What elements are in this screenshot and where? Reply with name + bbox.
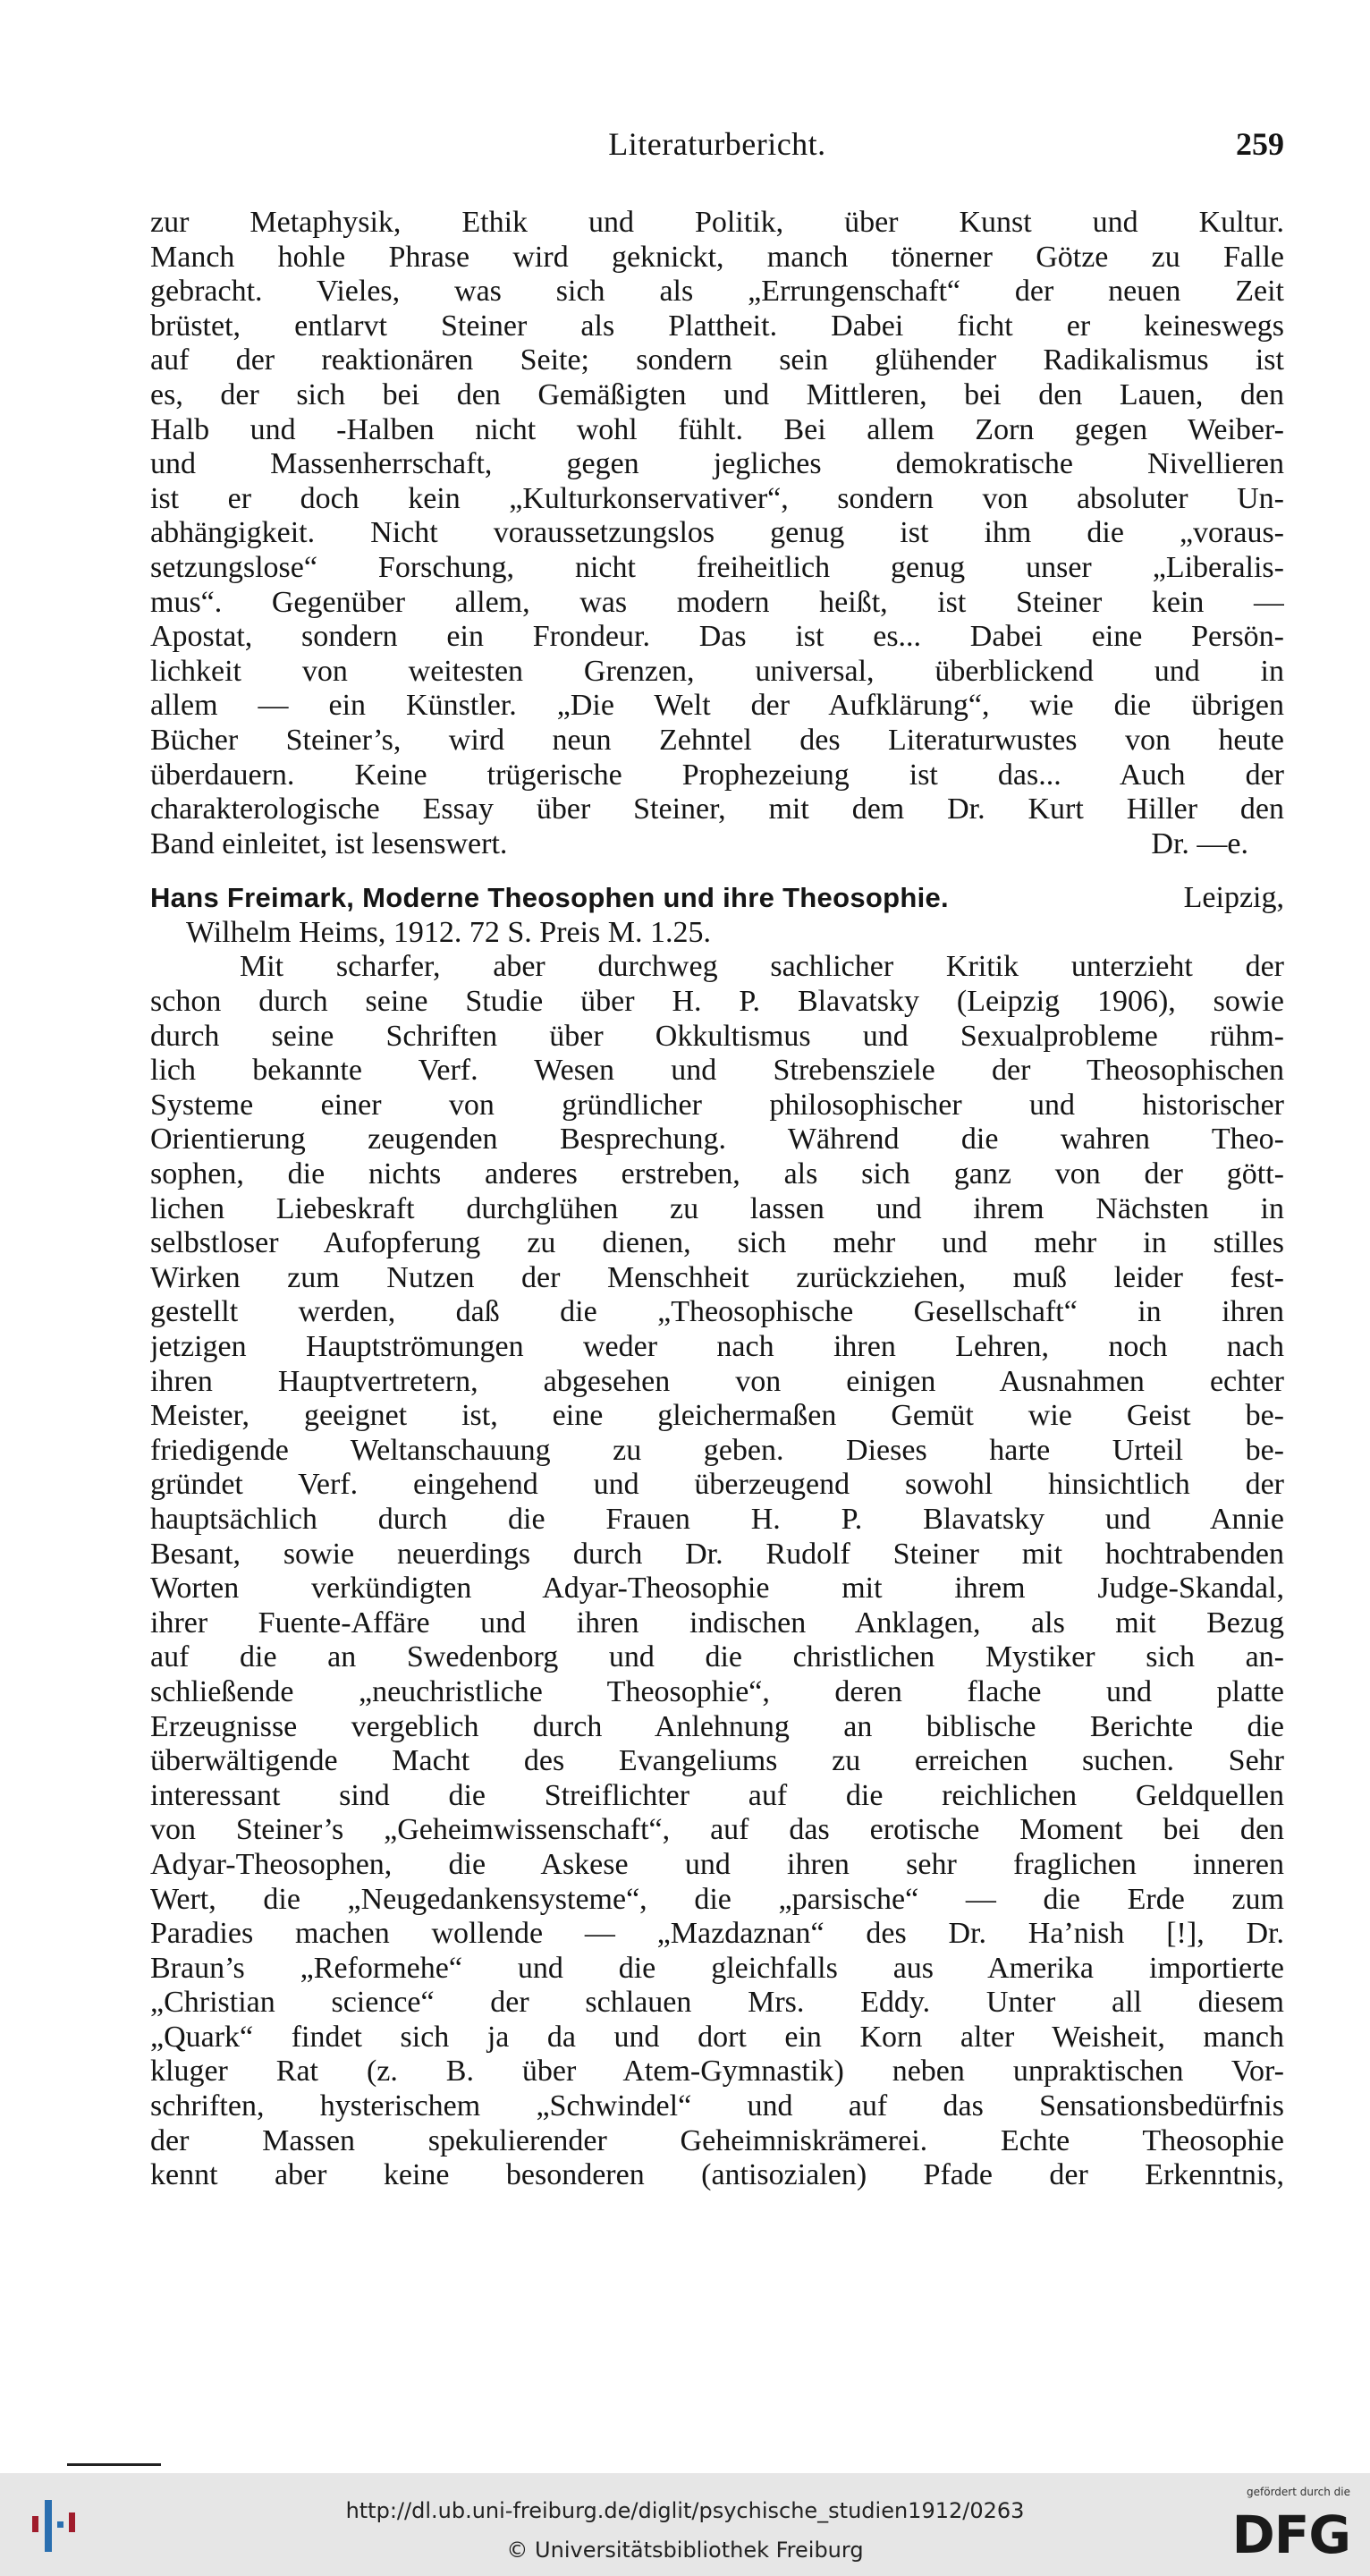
review-2	[150, 881, 1284, 2193]
review-place: Leipzig,	[1183, 881, 1284, 915]
running-title: Literaturbericht.	[608, 126, 826, 162]
review-heading	[150, 881, 1284, 916]
text-line: hauptsächlich durch die Frauen H. P. Blavatsky und Annie	[150, 1502, 1284, 1536]
text-line: und Massenherrschaft, gegen jegliches demokratische Nivellieren	[150, 447, 1284, 481]
text-line: interessant sind die Streiflichter auf die reichlichen Geldquellen	[150, 1778, 1284, 1812]
text-line: überwältigende Macht des Evangeliums zu erreichen suchen. Sehr	[150, 1744, 1284, 1778]
text-line: der Massen spekulierender Geheimniskrämerei. Echte Theosophie	[150, 2123, 1284, 2157]
text-line: lichen Liebeskraft durchglühen zu lassen und ihrem Nächsten in	[150, 1191, 1284, 1225]
text-line: ist er doch kein „Kulturkonservativer“, sondern von absoluter Un-	[150, 481, 1284, 515]
text-line: mus“. Gegenüber allem, was modern heißt, ist Steiner kein —	[150, 585, 1284, 619]
text-line: Apostat, sondern ein Frondeur. Das ist es... Dabei eine Persön-	[150, 620, 1284, 654]
text-line: Braun’s „Reformehe“ und die gleichfalls aus Amerika importierte	[150, 1951, 1284, 1985]
closing-text: Band einleitet, ist lesenswert.	[150, 826, 508, 860]
text-line: lichkeit von weitesten Grenzen, universal, überblickend und in	[150, 654, 1284, 688]
text-line: Wert, die „Neugedankensysteme“, die „parsische“ — die Erde zum	[150, 1882, 1284, 1916]
text-line: ihren Hauptvertretern, abgesehen von einigen Ausnahmen echter	[150, 1364, 1284, 1398]
text-line: Worten verkündigten Adyar-Theosophie mit ihrem Judge-Skandal,	[150, 1572, 1284, 1606]
text-line: Systeme einer von gründlicher philosophischer und historischer	[150, 1088, 1284, 1122]
text-line: auf die an Swedenborg und die christlichen Mystiker sich an-	[150, 1640, 1284, 1674]
text-line: Adyar-Theosophen, die Askese und ihren sehr fraglichen inneren	[150, 1847, 1284, 1881]
text-line: Besant, sowie neuerdings durch Dr. Rudolf Steiner mit hochtrabenden	[150, 1537, 1284, 1571]
text-line: charakterologische Essay über Steiner, mit dem Dr. Kurt Hiller den	[150, 792, 1284, 826]
page-number: 259	[1236, 126, 1284, 162]
footnote-rule	[67, 2463, 161, 2466]
text-line: kluger Rat (z. B. über Atem-Gymnastik) neben unpraktischen Vor-	[150, 2055, 1284, 2089]
publication-info: Wilhelm Heims, 1912. 72 S. Preis M. 1.25.	[186, 915, 712, 949]
funding-note: gefördert durch die	[1247, 2486, 1350, 2498]
text-line: gebracht. Vieles, was sich als „Errungenschaft“ der neuen Zeit	[150, 275, 1284, 309]
text-line: sophen, die nichts anderes erstreben, als sich ganz von der gött-	[150, 1157, 1284, 1191]
text-line: gründet Verf. eingehend und überzeugend sowohl hinsichtlich der	[150, 1468, 1284, 1502]
text-line: zur Metaphysik, Ethik und Politik, über Kunst und Kultur.	[150, 206, 1284, 239]
text-line: setzungslose“ Forschung, nicht freiheitlich genug unser „Liberalis-	[150, 550, 1284, 584]
text-line: jetzigen Hauptströmungen weder nach ihren Lehren, noch nach	[150, 1330, 1284, 1363]
reviewer-signature: Dr. —e.	[1151, 826, 1248, 860]
closing-line	[150, 827, 1284, 862]
text-line: überdauern. Keine trügerische Prophezeiung ist das... Auch der	[150, 758, 1284, 792]
text-line: Halb und -Halben nicht wohl fühlt. Bei allem Zorn gegen Weiber-	[150, 412, 1284, 446]
text-line: selbstloser Aufopferung zu dienen, sich mehr und mehr in stilles	[150, 1226, 1284, 1260]
review-1	[150, 206, 1284, 861]
dfg-logo: DFG	[1231, 2504, 1350, 2565]
digitization-footer	[0, 2473, 1370, 2576]
text-line: ihrer Fuente-Affäre und ihren indischen Anklagen, als mit Bezug	[150, 1606, 1284, 1640]
text-line: Bücher Steiner’s, wird neun Zehntel des Literaturwustes von heute	[150, 723, 1284, 757]
text-line: Paradies machen wollende — „Mazdaznan“ des Dr. Ha’nish [!], Dr.	[150, 1917, 1284, 1951]
text-line: „Quark“ findet sich ja da und dort ein Korn alter Weisheit, manch	[150, 2020, 1284, 2054]
running-head	[150, 125, 1284, 170]
text-block	[150, 206, 1284, 2193]
text-line: abhängigkeit. Nicht voraussetzungslos genug ist ihm die „voraus-	[150, 516, 1284, 550]
source-url-link[interactable]: http://dl.ub.uni-freiburg.de/diglit/psychische_studien1912/0263	[345, 2498, 1025, 2523]
text-line: schließende „neuchristliche Theosophie“, deren flache und platte	[150, 1674, 1284, 1708]
text-line: Erzeugnisse vergeblich durch Anlehnung an biblische Berichte die	[150, 1709, 1284, 1743]
text-line: schon durch seine Studie über H. P. Blavatsky (Leipzig 1906), sowie	[150, 985, 1284, 1019]
text-line: Orientierung zeugenden Besprechung. Während die wahren Theo-	[150, 1123, 1284, 1157]
text-line: durch seine Schriften über Okkultismus und Sexualprobleme rühm-	[150, 1019, 1284, 1053]
text-line: kennt aber keine besonderen (antisozialen) Pfade der Erkenntnis,	[150, 2158, 1284, 2192]
text-line: friedigende Weltanschauung zu geben. Dieses harte Urteil be-	[150, 1433, 1284, 1467]
text-line: gestellt werden, daß die „Theosophische Gesellschaft“ in ihren	[150, 1295, 1284, 1329]
text-line: „Christian science“ der schlauen Mrs. Eddy. Unter all diesem	[150, 1986, 1284, 2020]
text-line: Wirken zum Nutzen der Menschheit zurückziehen, muß leider fest-	[150, 1260, 1284, 1294]
text-line: allem — ein Künstler. „Die Welt der Aufklärung“, wie die übrigen	[150, 689, 1284, 723]
text-line: auf der reaktionären Seite; sondern sein glühender Radikalismus ist	[150, 343, 1284, 377]
text-line: schriften, hysterischem „Schwindel“ und auf das Sensationsbedürfnis	[150, 2089, 1284, 2123]
copyright-notice: © Universitätsbibliothek Freiburg	[506, 2538, 864, 2563]
text-line: lich bekannte Verf. Wesen und Strebensziele der Theosophischen	[150, 1054, 1284, 1088]
text-line: von Steiner’s „Geheimwissenschaft“, auf das erotische Moment bei den	[150, 1813, 1284, 1847]
text-line: Meister, geeignet ist, eine gleichermaßen Gemüt wie Geist be-	[150, 1399, 1284, 1433]
review-author-title: Hans Freimark, Moderne Theosophen und ihre Theosophie.	[150, 882, 949, 914]
text-line: brüstet, entlarvt Steiner als Plattheit. Dabei ficht er keineswegs	[150, 309, 1284, 343]
text-line: Mit scharfer, aber durchweg sachlicher Kritik unterzieht der	[240, 950, 1284, 984]
text-line: es, der sich bei den Gemäßigten und Mittleren, bei den Lauen, den	[150, 377, 1284, 411]
text-line: Manch hohle Phrase wird geknickt, manch tönerner Götze zu Falle	[150, 240, 1284, 274]
